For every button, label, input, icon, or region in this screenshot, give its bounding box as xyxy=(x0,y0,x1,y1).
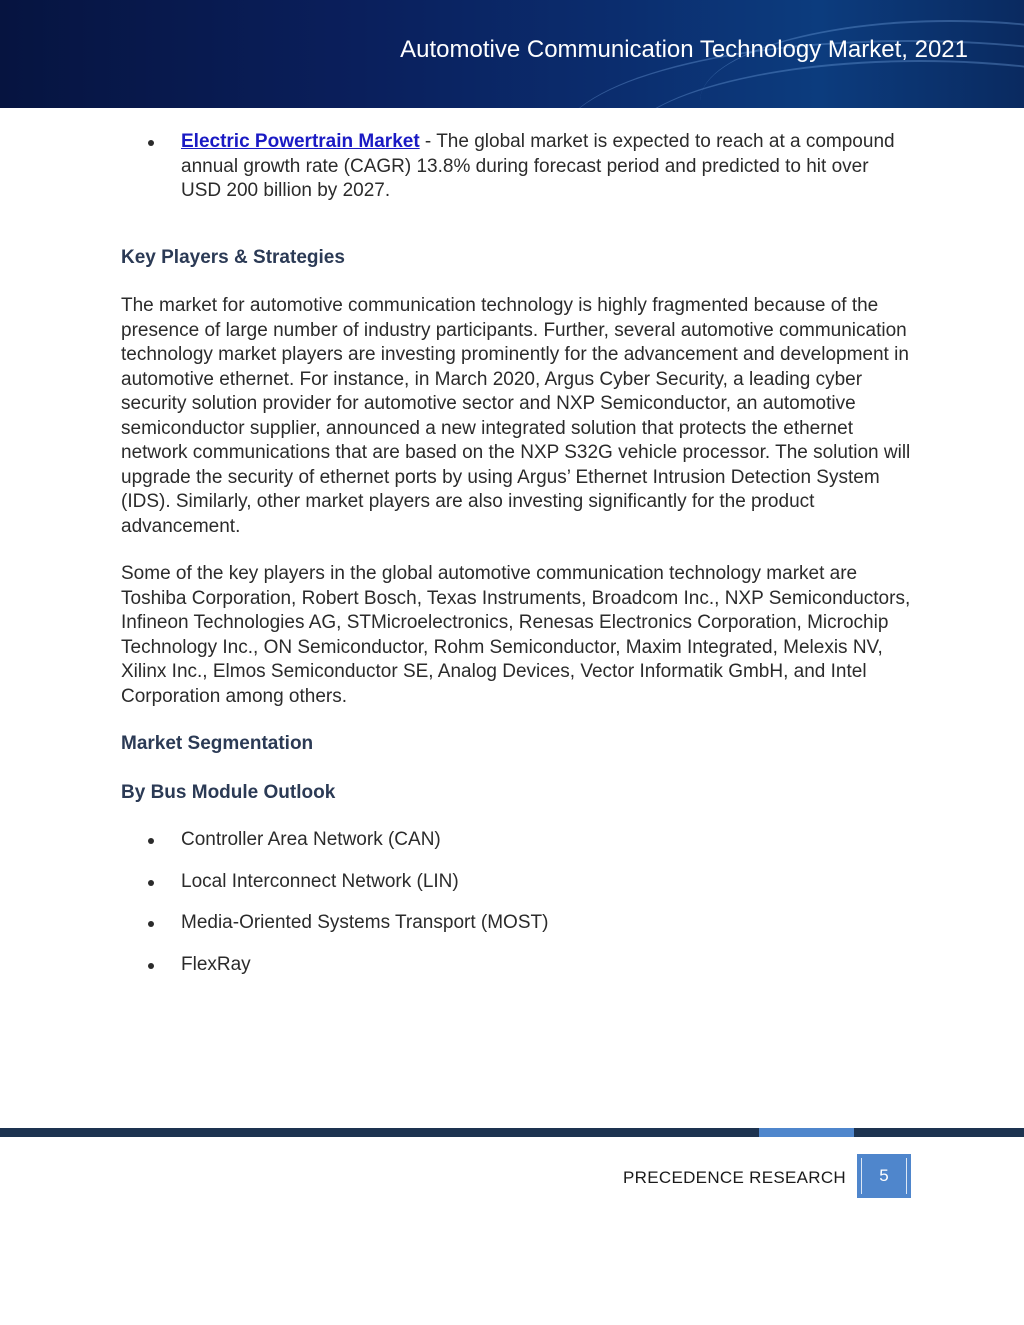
page-number-box xyxy=(857,1154,911,1198)
footer-brand: PRECEDENCE RESEARCH xyxy=(623,1168,846,1187)
list-item xyxy=(121,828,911,853)
list-item-label: Controller Area Network (CAN) xyxy=(181,829,441,850)
header-decoration xyxy=(700,20,1024,108)
key-players-heading: Key Players & Strategies xyxy=(121,246,345,268)
page-number: 5 xyxy=(861,1158,907,1194)
bullet-icon xyxy=(148,963,154,969)
electric-powertrain-link[interactable]: Electric Powertrain Market xyxy=(181,131,420,152)
footer-divider xyxy=(0,1128,1024,1137)
key-players-paragraph-1: The market for automotive communication technology is highly fragmented because of the presence of large number of industry participants. Further, several automotive communication technology market players are investing prominently for the advancement and development in automotive ethernet. For instance, in March 2020, Argus Cyber Security, a leading cyber security solution provider for automotive sector and NXP Semiconductor, an automotive semiconductor supplier, announced a new integrated solution that protects the ethernet network communications that are based on the NXP S32G vehicle processor. The solution will upgrade the security of ethernet ports by using Argus’ Ethernet Intrusion Detection System (IDS). Similarly, other market players are also investing significantly for the product advancement. xyxy=(121,295,911,537)
intro-bullet xyxy=(121,130,911,204)
bullet-icon xyxy=(148,838,154,844)
header-title: Automotive Communication Technology Market, 2021 xyxy=(400,36,968,63)
page-content xyxy=(121,130,911,994)
footer-accent xyxy=(759,1128,854,1137)
bullet-icon xyxy=(148,140,154,146)
list-item-label: Media-Oriented Systems Transport (MOST) xyxy=(181,912,549,933)
page-header xyxy=(0,0,1024,108)
list-item xyxy=(121,870,911,895)
bus-module-list xyxy=(121,828,911,977)
list-item-label: FlexRay xyxy=(181,953,251,975)
bullet-icon xyxy=(148,880,154,886)
bus-module-outlook-heading: By Bus Module Outlook xyxy=(121,781,336,803)
list-item xyxy=(121,953,911,978)
list-item-label: Local Interconnect Network (LIN) xyxy=(181,870,459,892)
bullet-icon xyxy=(148,921,154,927)
list-item xyxy=(121,911,911,936)
intro-bullet-text: - The global market is expected to reach at a compound annual growth rate (CAGR) 13.8% during forecast period and predicted to hit over USD 200 billion by 2027. xyxy=(181,131,895,201)
key-players-paragraph-2: Some of the key players in the global automotive communication technology market are Toshiba Corporation, Robert Bosch, Texas Instruments, Broadcom Inc., NXP Semiconductors, Infineon Technologies AG, STMicroelectronics, Renesas Electronics Corporation, Microchip Technology Inc., ON Semiconductor, Rohm Semiconductor, Maxim Integrated, Melexis NV, Xilinx Inc., Elmos Semiconductor SE, Analog Devices, Vector Informatik GmbH, and Intel Corporation among others. xyxy=(121,563,911,707)
market-segmentation-heading: Market Segmentation xyxy=(121,733,314,754)
